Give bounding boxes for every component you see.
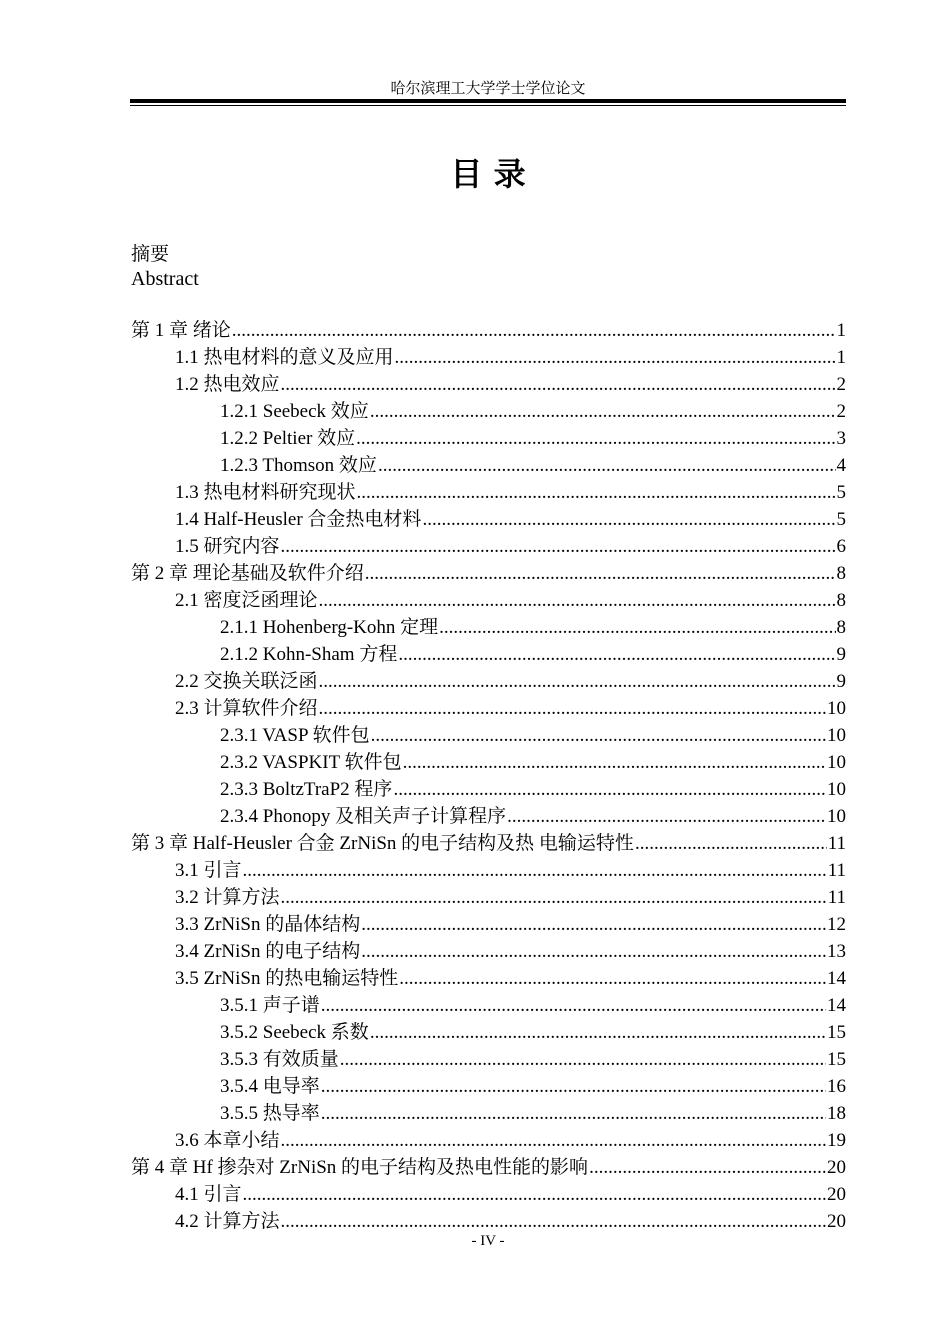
toc-entry-page: 6	[836, 536, 846, 557]
toc-entry[interactable]	[220, 425, 846, 451]
toc-entry[interactable]	[175, 911, 846, 937]
toc-leader-dots	[340, 1048, 826, 1072]
header-rule-thick	[130, 99, 846, 103]
toc-entry[interactable]	[131, 830, 846, 856]
toc-leader-dots	[399, 967, 826, 991]
toc-entry-page: 8	[836, 590, 846, 611]
toc-entry-title: 3.2 计算方法	[175, 887, 280, 908]
toc-leader-dots	[395, 346, 836, 370]
toc-leader-dots	[281, 1210, 826, 1234]
page-title: 目 录	[450, 155, 526, 193]
toc-leader-dots	[398, 643, 835, 667]
toc-entry-page: 15	[827, 1022, 846, 1043]
toc-entry-title: 第 2 章 理论基础及软件介绍	[131, 563, 364, 584]
toc-leader-dots	[321, 1075, 826, 1099]
toc-entry[interactable]	[175, 1181, 846, 1207]
toc-leader-dots	[321, 1102, 826, 1126]
toc-entry-title: 1.2.3 Thomson 效应	[220, 455, 377, 476]
toc-leader-dots	[507, 805, 826, 829]
toc-entry-page: 3	[836, 428, 846, 449]
toc-entry-page: 1	[836, 347, 846, 368]
toc-entry[interactable]	[175, 695, 846, 721]
toc-entry[interactable]	[175, 533, 846, 559]
toc-entry-title: 1.2 热电效应	[175, 374, 280, 395]
toc-entry-page: 14	[827, 968, 846, 989]
toc-entry-title: 1.4 Half-Heusler 合金热电材料	[175, 509, 422, 530]
toc-leader-dots	[439, 616, 835, 640]
toc-entry-page: 11	[827, 860, 846, 881]
toc-entry-page: 16	[827, 1076, 846, 1097]
toc-entry-page: 2	[836, 401, 846, 422]
toc-entry-title: 1.3 热电材料研究现状	[175, 482, 356, 503]
toc-entry[interactable]	[175, 371, 846, 397]
toc-entry[interactable]	[175, 1208, 846, 1234]
toc-entry-title: 3.6 本章小结	[175, 1130, 280, 1151]
toc-entry-title: 3.5.2 Seebeck 系数	[220, 1022, 369, 1043]
toc-leader-dots	[370, 1021, 826, 1045]
toc-entry[interactable]	[175, 668, 846, 694]
toc-entry[interactable]	[220, 1046, 846, 1072]
toc-entry-title: 2.3.3 BoltzTraP2 程序	[220, 779, 393, 800]
toc-leader-dots	[371, 724, 826, 748]
toc-entry[interactable]	[220, 641, 846, 667]
toc-entry-page: 19	[827, 1130, 846, 1151]
toc-entry-title: 3.4 ZrNiSn 的电子结构	[175, 941, 361, 962]
toc-entry-page: 10	[827, 752, 846, 773]
toc-entry-page: 5	[836, 482, 846, 503]
toc-entry-page: 13	[827, 941, 846, 962]
toc-entry-title: 3.1 引言	[175, 860, 242, 881]
toc-entry-title: 3.5.4 电导率	[220, 1076, 320, 1097]
toc-entry[interactable]	[175, 479, 846, 505]
toc-entry-page: 9	[836, 671, 846, 692]
toc-leader-dots	[319, 670, 836, 694]
toc-entry[interactable]	[131, 560, 846, 586]
toc-entry-page: 11	[827, 887, 846, 908]
toc-entry-page: 10	[827, 698, 846, 719]
toc-leader-dots	[393, 778, 826, 802]
toc-entry[interactable]	[175, 938, 846, 964]
toc-entry-page: 10	[827, 779, 846, 800]
page-number: - IV -	[471, 1233, 505, 1249]
toc-entry-title: 第 3 章 Half-Heusler 合金 ZrNiSn 的电子结构及热 电输运特性	[131, 833, 634, 854]
toc-entry-title: 2.2 交换关联泛函	[175, 671, 318, 692]
toc-entry-title: 4.1 引言	[175, 1184, 242, 1205]
toc-entry-page: 10	[827, 725, 846, 746]
toc-entry-title: 2.1.2 Kohn-Sham 方程	[220, 644, 398, 665]
toc-entry-page: 20	[827, 1184, 846, 1205]
toc-leader-dots	[635, 832, 827, 856]
toc-entry-title: 第 1 章 绪论	[131, 320, 231, 341]
toc-entry[interactable]	[220, 722, 846, 748]
header-rule-thin	[130, 105, 846, 106]
toc-entry-title: 3.5.5 热导率	[220, 1103, 320, 1124]
toc-entry-page: 4	[836, 455, 846, 476]
toc-entry-page: 18	[827, 1103, 846, 1124]
toc-entry-page: 9	[836, 644, 846, 665]
toc-leader-dots	[281, 886, 827, 910]
toc-leader-dots	[365, 562, 836, 586]
toc-leader-dots	[243, 1183, 826, 1207]
toc-entry-title: 1.1 热电材料的意义及应用	[175, 347, 394, 368]
running-header: 哈尔滨理工大学学士学位论文	[390, 81, 586, 97]
toc-leader-dots	[422, 508, 835, 532]
toc-entry[interactable]	[175, 506, 846, 532]
toc-leader-dots	[378, 454, 836, 478]
toc-entry[interactable]	[175, 344, 846, 370]
toc-entry[interactable]	[220, 398, 846, 424]
toc-leader-dots	[370, 400, 836, 424]
toc-leader-dots	[357, 481, 836, 505]
toc-entry-title: 3.5.3 有效质量	[220, 1049, 339, 1070]
toc-entry[interactable]	[220, 749, 846, 775]
toc-entry[interactable]	[220, 1100, 846, 1126]
toc-entry[interactable]	[220, 776, 846, 802]
toc-entry-page: 10	[827, 806, 846, 827]
toc-entry[interactable]	[175, 857, 846, 883]
toc-entry-title: 1.2.2 Peltier 效应	[220, 428, 356, 449]
toc-entry-title: 1.2.1 Seebeck 效应	[220, 401, 369, 422]
toc-entry-title: 2.3.4 Phonopy 及相关声子计算程序	[220, 806, 507, 827]
toc-leader-dots	[319, 697, 826, 721]
toc-leader-dots	[281, 373, 836, 397]
toc-entry[interactable]	[220, 1073, 846, 1099]
toc-entry[interactable]	[175, 1127, 846, 1153]
toc-entry-page: 11	[827, 833, 846, 854]
toc-leader-dots	[403, 751, 826, 775]
toc-entry-page: 20	[827, 1211, 846, 1232]
toc-entry-page: 8	[836, 617, 846, 638]
toc-entry[interactable]	[131, 317, 846, 343]
toc-leader-dots	[319, 589, 836, 613]
toc-entry-title: 3.3 ZrNiSn 的晶体结构	[175, 914, 361, 935]
toc-leader-dots	[321, 994, 826, 1018]
toc-entry-title: 2.1 密度泛函理论	[175, 590, 318, 611]
toc-leader-dots	[361, 913, 826, 937]
toc-entry-page: 8	[836, 563, 846, 584]
toc-entry-title: 1.5 研究内容	[175, 536, 280, 557]
toc-entry-title: 3.5.1 声子谱	[220, 995, 320, 1016]
toc-entry-page: 1	[836, 320, 846, 341]
toc-entry-title: 2.1.1 Hohenberg-Kohn 定理	[220, 617, 439, 638]
toc-entry-title: 2.3 计算软件介绍	[175, 698, 318, 719]
toc-entry[interactable]	[175, 587, 846, 613]
toc-leader-dots	[356, 427, 835, 451]
toc-entry-page: 12	[827, 914, 846, 935]
toc-entry-title: 3.5 ZrNiSn 的热电输运特性	[175, 968, 399, 989]
toc-leader-dots	[281, 1129, 826, 1153]
toc-entry-title: 2.3.1 VASP 软件包	[220, 725, 370, 746]
toc-entry[interactable]	[220, 1019, 846, 1045]
toc-entry[interactable]	[220, 452, 846, 478]
toc-entry[interactable]	[175, 965, 846, 991]
toc-leader-dots	[281, 535, 836, 559]
toc-entry[interactable]	[175, 884, 846, 910]
toc-entry-title: 2.3.2 VASPKIT 软件包	[220, 752, 402, 773]
toc-leader-dots	[243, 859, 827, 883]
toc-leader-dots	[361, 940, 826, 964]
toc-entry[interactable]	[131, 1154, 846, 1180]
toc-entry[interactable]	[220, 614, 846, 640]
toc-leader-dots	[232, 319, 836, 343]
toc-entry-title: 第 4 章 Hf 掺杂对 ZrNiSn 的电子结构及热电性能的影响	[131, 1157, 589, 1178]
toc-entry-title: 4.2 计算方法	[175, 1211, 280, 1232]
toc-entry-page: 2	[836, 374, 846, 395]
toc-entry[interactable]	[220, 992, 846, 1018]
toc-entry-page: 14	[827, 995, 846, 1016]
toc-abstract-en[interactable]: Abstract	[131, 268, 199, 290]
toc-abstract-zh[interactable]: 摘要	[131, 243, 170, 265]
toc-entry-page: 20	[827, 1157, 846, 1178]
toc-leader-dots	[589, 1156, 826, 1180]
toc-entry[interactable]	[220, 803, 846, 829]
toc-entry-page: 5	[836, 509, 846, 530]
toc-entry-page: 15	[827, 1049, 846, 1070]
